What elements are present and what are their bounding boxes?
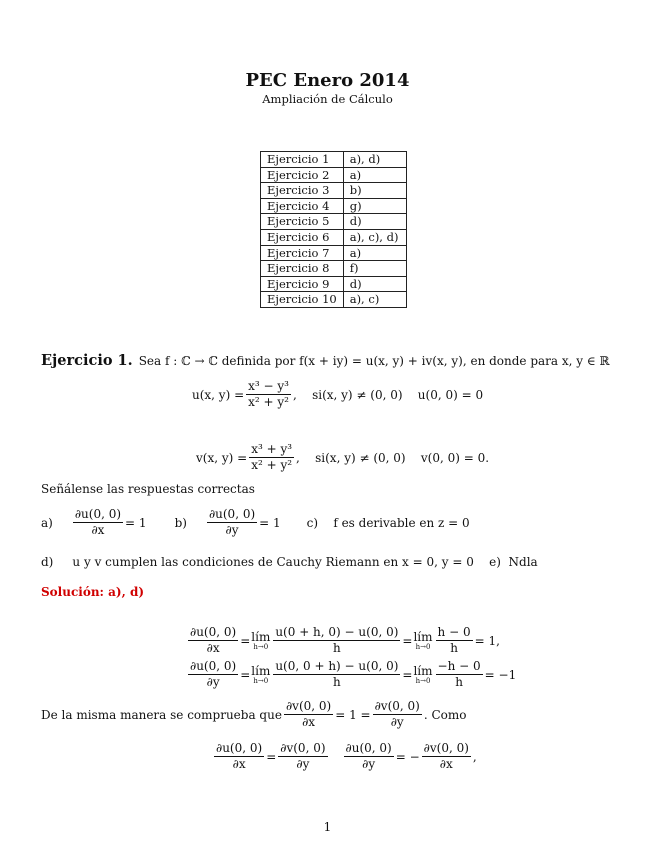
d2-quotient [273, 660, 400, 689]
d1-lhs-num: ∂u(0, 0) [188, 626, 238, 641]
option-a-fraction [73, 508, 123, 537]
option-c: c) f es derivable en z = 0 [306, 515, 470, 530]
option-b-fraction [207, 508, 257, 537]
sw-frac2-num: ∂v(0, 0) [373, 700, 422, 715]
answers-row [261, 292, 407, 308]
u-condition: , si(x, y) ≠ (0, 0) u(0, 0) = 0 [293, 387, 484, 402]
answers-row [261, 276, 407, 292]
sw-frac2-den: ∂y [390, 715, 404, 730]
exercise-cell: Ejercicio 9 [261, 276, 344, 292]
d1-quotient-num: u(0 + h, 0) − u(0, 0) [273, 626, 400, 641]
cr-f1-num: ∂u(0, 0) [214, 742, 264, 757]
option-b-value: = 1 [259, 515, 281, 530]
exercise-cell: Ejercicio 8 [261, 261, 344, 277]
same-way-text: De la misma manera se comprueba que [41, 707, 282, 722]
u-fraction [246, 380, 291, 409]
answer-cell: b) [343, 183, 406, 199]
exercise-1-intro [41, 352, 610, 369]
d2-eq1: = [240, 667, 251, 682]
cr-f2-den: ∂y [296, 757, 310, 772]
answers-row [261, 198, 407, 214]
d1-quotient-den: h [333, 641, 341, 656]
sw-frac2 [373, 700, 422, 729]
option-a-label: a) [41, 515, 53, 530]
answer-cell: d) [343, 214, 406, 230]
u-numerator: x³ − y³ [246, 380, 291, 395]
option-b-den: ∂y [225, 523, 239, 538]
cr-comma: , [472, 749, 477, 764]
sw-mid: = 1 = [335, 707, 371, 722]
d2-quotient-num: u(0, 0 + h) − u(0, 0) [273, 660, 400, 675]
sw-frac1 [284, 700, 333, 729]
cr-f4-num: ∂v(0, 0) [422, 742, 471, 757]
u-lhs: u(x, y) = [192, 387, 245, 402]
answers-row [261, 245, 407, 261]
d1-simplified [436, 626, 473, 655]
solution-heading: Solución: a), d) [41, 585, 145, 599]
derivation-line-2 [186, 660, 516, 689]
answers-row [261, 261, 407, 277]
exercise-1-label: Ejercicio 1. [41, 352, 133, 369]
sw-frac1-num: ∂v(0, 0) [284, 700, 333, 715]
document-subtitle: Ampliación de Cálculo [262, 92, 393, 106]
v-definition [196, 443, 489, 472]
d1-lim1-sub: h→0 [253, 642, 269, 651]
d1-lim1-text: lím [251, 629, 271, 644]
answers-row [261, 167, 407, 183]
document-title: PEC Enero 2014 [245, 70, 410, 91]
d1-lim1 [251, 631, 270, 651]
answers-row [261, 229, 407, 245]
d1-lim2 [413, 631, 432, 651]
d1-lhs-den: ∂x [206, 641, 220, 656]
d1-eq1: = [240, 633, 251, 648]
exercise-cell: Ejercicio 1 [261, 152, 344, 168]
option-a-num: ∂u(0, 0) [73, 508, 123, 523]
option-a-value: = 1 [125, 515, 147, 530]
answer-cell: a) [343, 167, 406, 183]
u-definition [192, 380, 483, 409]
cr-minus: = − [395, 749, 420, 764]
option-d-e: d) u y v cumplen las condiciones de Cauchy Riemann en x = 0, y = 0 e) Ndla [41, 555, 538, 569]
exercise-cell: Ejercicio 3 [261, 183, 344, 199]
cr-f1-den: ∂x [232, 757, 246, 772]
d2-lim2 [413, 665, 432, 685]
v-denominator: x² + y² [251, 458, 293, 473]
answers-row [261, 214, 407, 230]
d1-simplified-num: h − 0 [436, 626, 473, 641]
d1-result: = 1, [474, 633, 500, 648]
d2-eq2: = [402, 667, 413, 682]
d1-simplified-den: h [450, 641, 458, 656]
d1-lim2-text: lím [413, 629, 433, 644]
answer-cell: a), c), d) [343, 229, 406, 245]
page-number: 1 [323, 820, 332, 834]
d2-lim1-sub: h→0 [253, 676, 269, 685]
answer-cell: g) [343, 198, 406, 214]
answer-cell: a), c) [343, 292, 406, 308]
exercise-cell: Ejercicio 4 [261, 198, 344, 214]
v-lhs: v(x, y) = [196, 450, 248, 465]
exercise-cell: Ejercicio 10 [261, 292, 344, 308]
answer-cell: a) [343, 245, 406, 261]
cr-f2-num: ∂v(0, 0) [278, 742, 327, 757]
same-way-line [41, 700, 466, 729]
d1-eq2: = [402, 633, 413, 648]
answer-cell: a), d) [343, 152, 406, 168]
cr-f3-num: ∂u(0, 0) [344, 742, 394, 757]
derivation-line-1 [186, 626, 500, 655]
cauchy-riemann-line [212, 742, 477, 771]
answers-table [260, 151, 407, 308]
v-fraction [249, 443, 294, 472]
option-b-label: b) [174, 515, 187, 530]
d2-lim1 [251, 665, 270, 685]
option-a-den: ∂x [91, 523, 105, 538]
cr-f2 [278, 742, 327, 771]
d2-lhs-num: ∂u(0, 0) [188, 660, 238, 675]
d2-result: = −1 [484, 667, 517, 682]
answers-row [261, 183, 407, 199]
d1-quotient [273, 626, 400, 655]
exercise-cell: Ejercicio 5 [261, 214, 344, 230]
d1-lhs [188, 626, 238, 655]
exercise-1-statement: Sea f : ℂ → ℂ definida por f(x + iy) = u(x, y) + iv(x, y), en donde para x, y ∈ ℝ [138, 353, 610, 368]
answer-cell: d) [343, 276, 406, 292]
cr-f3-den: ∂y [362, 757, 376, 772]
d2-lhs [188, 660, 238, 689]
d2-simplified-den: h [455, 675, 463, 690]
cr-f4 [422, 742, 471, 771]
d2-quotient-den: h [333, 675, 341, 690]
d1-lim2-sub: h→0 [415, 642, 431, 651]
u-denominator: x² + y² [248, 395, 289, 410]
exercise-cell: Ejercicio 6 [261, 229, 344, 245]
cr-f4-den: ∂x [439, 757, 453, 772]
d2-lhs-den: ∂y [206, 675, 220, 690]
d2-lim2-text: lím [413, 663, 433, 678]
sw-frac1-den: ∂x [302, 715, 316, 730]
d2-simplified-num: −h − 0 [436, 660, 483, 675]
v-condition: , si(x, y) ≠ (0, 0) v(0, 0) = 0. [296, 450, 490, 465]
answer-cell: f) [343, 261, 406, 277]
d2-simplified [436, 660, 483, 689]
exercise-cell: Ejercicio 2 [261, 167, 344, 183]
v-numerator: x³ + y³ [249, 443, 294, 458]
d2-lim1-text: lím [251, 663, 271, 678]
sw-post: . Como [423, 707, 467, 722]
prompt-text: Señálense las respuestas correctas [41, 482, 255, 496]
cr-f3 [344, 742, 394, 771]
d2-lim2-sub: h→0 [415, 676, 431, 685]
option-b-num: ∂u(0, 0) [207, 508, 257, 523]
cr-f1 [214, 742, 264, 771]
cr-eq: = [266, 749, 277, 764]
exercise-cell: Ejercicio 7 [261, 245, 344, 261]
options-abc [41, 508, 470, 537]
answers-row [261, 152, 407, 168]
